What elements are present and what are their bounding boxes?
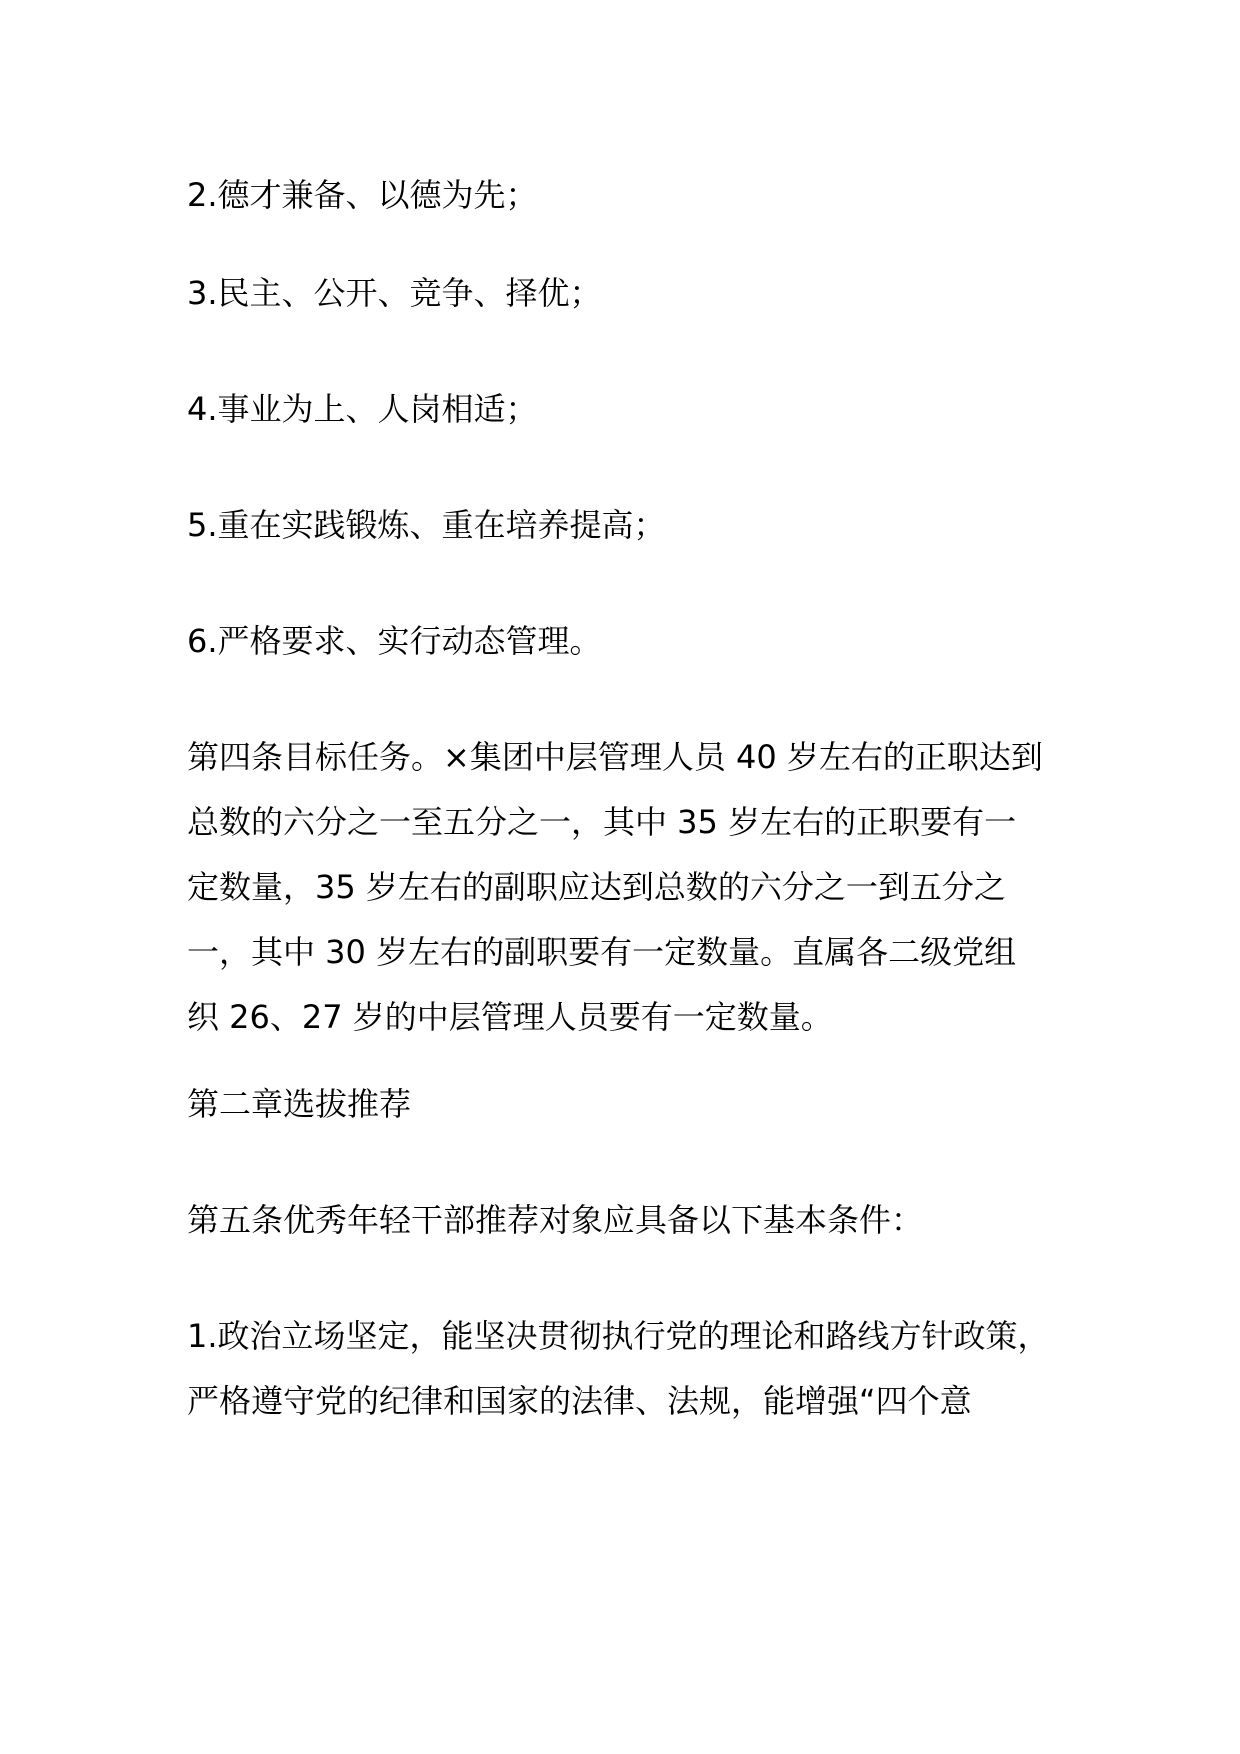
text-line: 严格遵守党的纪律和国家的法律、法规，能增强“四个意 xyxy=(187,1382,972,1420)
paragraph-principle-3 xyxy=(187,261,1087,326)
text-line: 一，其中 30 岁左右的副职要有一定数量。直属各二级党组 xyxy=(187,933,1017,971)
text-line: 6.严格要求、实行动态管理。 xyxy=(187,622,602,660)
text-line: 第五条优秀年轻干部推荐对象应具备以下基本条件： xyxy=(187,1201,924,1239)
paragraph-condition-1 xyxy=(187,1304,1087,1434)
paragraph-principle-2 xyxy=(187,163,1087,228)
paragraph-principle-5 xyxy=(187,493,1087,558)
paragraph-article-5 xyxy=(187,1188,1087,1253)
text-line: 2.德才兼备、以德为先； xyxy=(187,176,538,214)
text-line: 织 26、27 岁的中层管理人员要有一定数量。 xyxy=(187,998,833,1036)
text-line: 1.政治立场坚定，能坚决贯彻执行党的理论和路线方针政策， xyxy=(187,1317,1050,1355)
text-line: 总数的六分之一至五分之一，其中 35 岁左右的正职要有一 xyxy=(187,803,1017,841)
chapter-heading xyxy=(187,1072,1087,1137)
text-line: 第二章选拔推荐 xyxy=(187,1085,412,1123)
text-line: 4.事业为上、人岗相适； xyxy=(187,390,538,428)
text-line: 5.重在实践锻炼、重在培养提高； xyxy=(187,506,666,544)
paragraph-principle-4 xyxy=(187,377,1087,442)
text-line: 定数量，35 岁左右的副职应达到总数的六分之一到五分之 xyxy=(187,868,1006,906)
text-line: 3.民主、公开、竞争、择优； xyxy=(187,274,602,312)
paragraph-article-4 xyxy=(187,725,1087,1050)
paragraph-principle-6 xyxy=(187,609,1087,674)
text-line: 第四条目标任务。×集团中层管理人员 40 岁左右的正职达到 xyxy=(187,738,1043,776)
